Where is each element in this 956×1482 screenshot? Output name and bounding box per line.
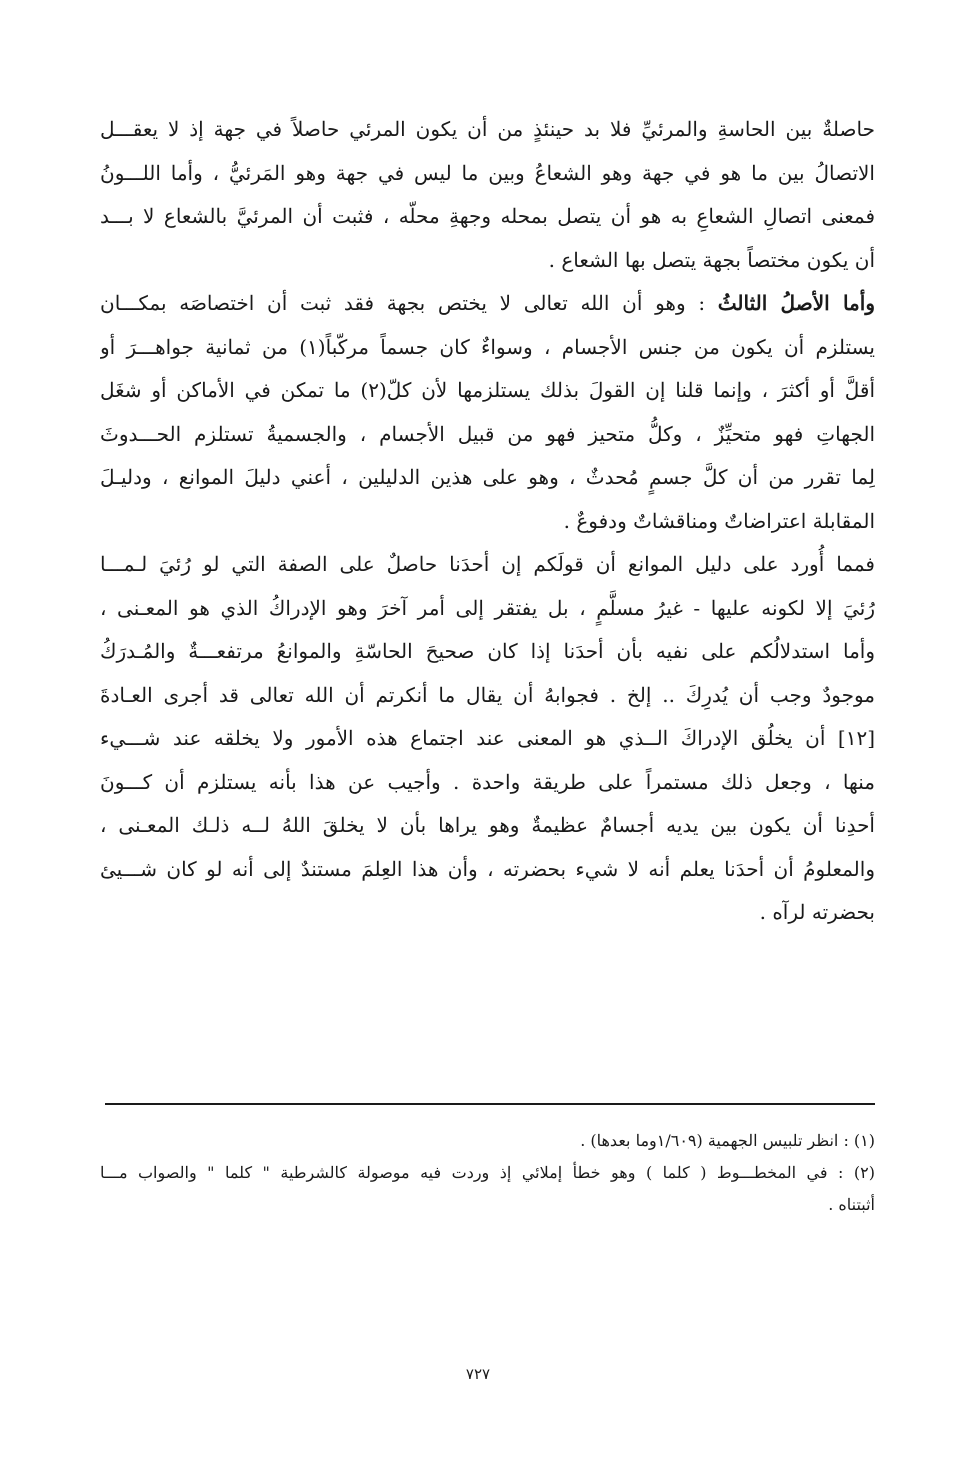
text-line: موجودٌ وجب أن يُدرِكَ .. إلخ . فجوابهُ أن يقال ما أنكرتم أن الله تعالى قد أجرى العـادةَ (100, 682, 875, 707)
text-line: رُئيَ إلا لكونه عليها - غيرُ مسلَّمٍ ، بل يفتقر إلى أمر آخرَ وهو الإدراكُ الذي هو المعـنى ، (100, 595, 875, 620)
text-line: [١٢] أن يخلُق الإدراكَ الــذي هو المعنى عند اجتماع هذه الأمور ولا يخلقه عند شـــيء (100, 726, 875, 750)
text-line: الاتصالُ بين ما هو في جهة وهو الشعاعُ وبين ما ليس في جهة وهو المَرئيُّ ، وأما اللـــونُ (100, 160, 875, 185)
text-line: لِما تقرر من أن كلَّ جسمٍ مُحدثٌ ، وهو على هذين الدليلين ، أعني دليلَ الموانع ، ودليـلَ (100, 465, 875, 489)
footnotes (100, 1125, 875, 1221)
text-line: المقابلة اعتراضاتٌ ومناقشاتٌ ودفوعٌ . (563, 508, 875, 533)
text-line: يستلزم أن يكون من جنس الأجسام ، وسواءٌ كان جسماً مركّباً(١) من ثمانية جواهـــرَ أو (100, 334, 875, 359)
footnote-line: (١) : انظر تلبيس الجهمية (١/٦٠٩وما بعدها) . (580, 1131, 875, 1150)
text-line: فمما أُورد على دليل الموانع أن قولَكم إن أحدَنا حاصلٌ على الصفة التي لو رُئيَ لـمـــا (100, 552, 875, 576)
text-line: الجهاتِ فهو متحيِّزٌ ، وكلُّ متحيز فهو من قبيل الأجسام ، والجسميةُ تستلزم الحـــدوثَ (100, 421, 875, 446)
text-line: فمعنى اتصالِ الشعاعِ به هو أن يتصل بمحله وجهةِ محلّه ، فثبت أن المرئيَّ بالشعاع لا بـــد (100, 204, 875, 228)
section-heading: وأما الأصلُ الثالثُ (717, 291, 875, 315)
footnote-line: أثبتناه . (828, 1195, 875, 1214)
text-run: : وهو أن الله تعالى لا يختص بجهة فقد ثبت أن اختصاصَه بمكـــان (100, 291, 718, 315)
page-number: ٧٢٧ (465, 1365, 491, 1383)
text-line: أقلَّ أو أكثرَ ، وإنما قلنا إن القولَ بذلك يستلزمها لأن كلّ(٢) ما تمكن في الأماكن أو شغَل (100, 378, 875, 402)
footnote-2 (100, 1157, 875, 1221)
text-line: منها ، وجعل ذلك مستمراً على طريقة واحدة . وأجيب عن هذا بأنه يستلزم أن كـــونَ (100, 769, 875, 794)
footnote-1 (100, 1125, 875, 1157)
text-line (100, 282, 875, 326)
text-line: والمعلومُ أن أحدَنا يعلم أنه لا شيء بحضرته ، وأن هذا العِلمَ مستندٌ إلى أنه لو كان شـــيئ (100, 856, 875, 881)
footnote-separator (105, 1103, 875, 1105)
text-line: بحضرته لرآه . (759, 900, 875, 924)
main-text (100, 108, 875, 935)
footnote-line: (٢) : في المخطـــوط ( كلما ) وهو خطأ إملائي إذ وردت فيه موصولة كالشرطية " كلما " والصواب مـــا (100, 1163, 875, 1182)
text-line: حاصلةٌ بين الحاسةِ والمرئيِّ فلا بد حينئذٍ من أن يكون المرئي حاصلاً في جهة إذ لا يعقـــل (100, 117, 875, 141)
text-line: أن يكون مختصاً بجهة يتصل بها الشعاع . (548, 247, 875, 272)
text-line: أحدِنا أن يكون بين يديه أجسامٌ عظيمةٌ وهو يراها بأن لا يخلقَ اللهُ لــه ذلـك المعـنى ، (100, 813, 875, 837)
paragraph-3 (100, 543, 875, 935)
paragraph-2 (100, 282, 875, 543)
text-line: وأما استدلالُكم على نفيه بأن أحدَنا إذا كان صحيحَ الحاسّةِ والموانعُ مرتفعـــةٌ والمُـدرَكُ (100, 639, 875, 663)
paragraph-1 (100, 108, 875, 282)
